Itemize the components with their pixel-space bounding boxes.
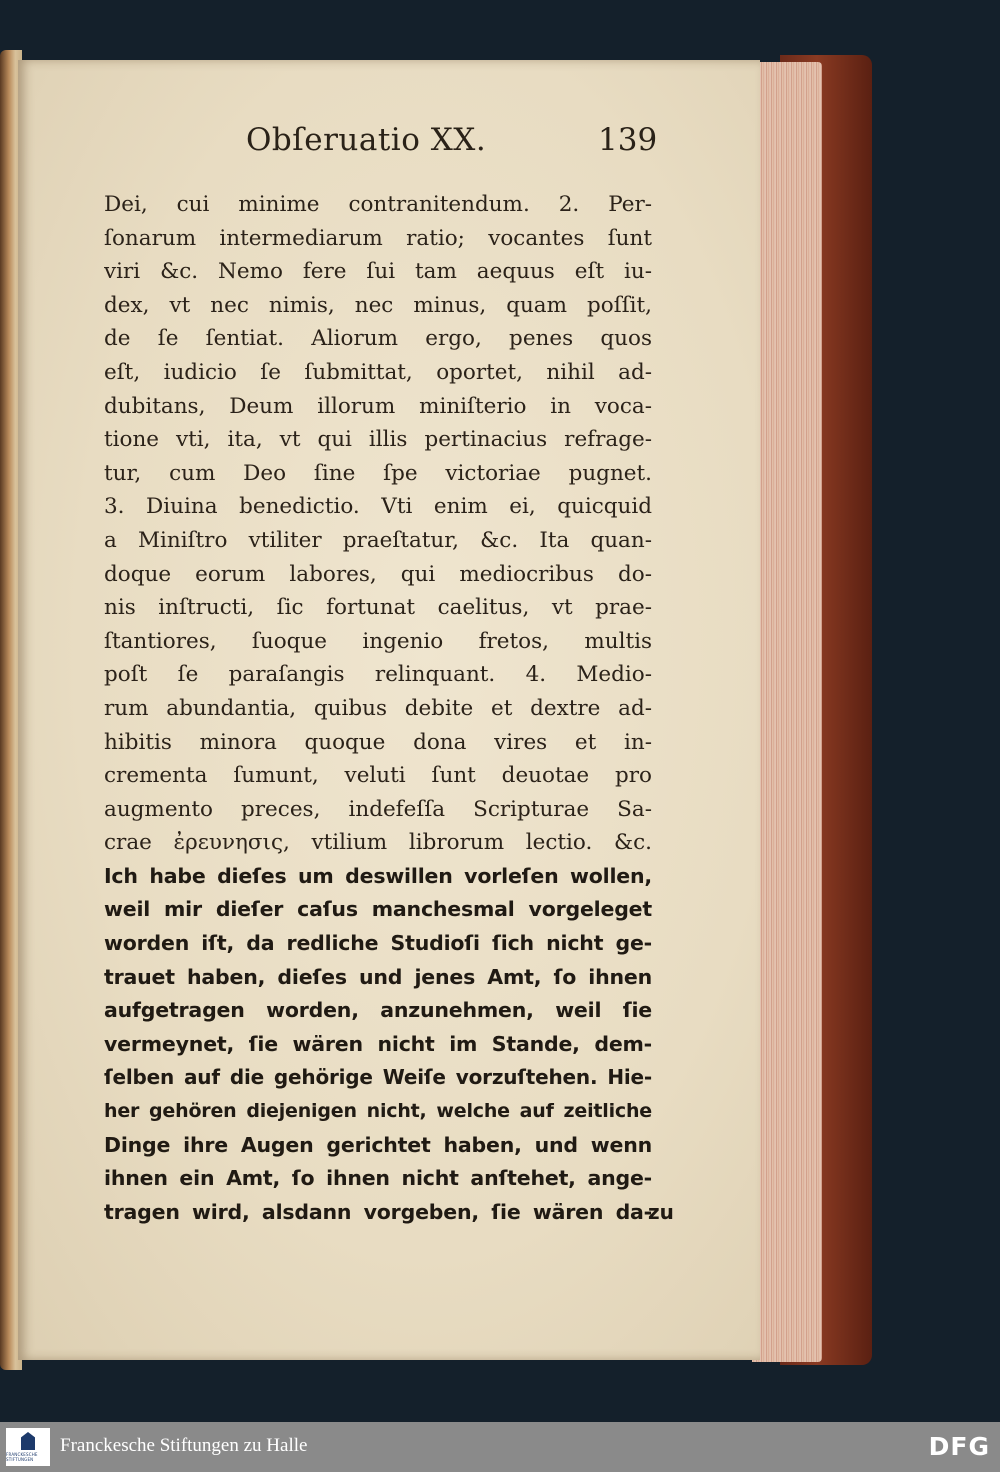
text-block <box>104 188 652 1229</box>
german-line: ihnen ein Amt, ſo ihnen nicht anſtehet, ange- <box>104 1166 652 1191</box>
latin-line: crae ἐρευνησις, vtilium librorum lectio. &c. <box>104 830 652 856</box>
building-icon <box>21 1432 35 1450</box>
german-line: aufgetragen worden, anzunehmen, weil ſie <box>104 998 652 1023</box>
german-line: her gehören diejenigen nicht, welche auf zeitliche <box>104 1100 652 1123</box>
latin-line: ſtantiores, ſuoque ingenio fretos, multis <box>104 628 652 654</box>
latin-line: ſonarum intermediarum ratio; vocantes ſunt <box>104 225 652 251</box>
latin-line: nis inſtructi, ſic fortunat caelitus, vt prae- <box>104 595 652 621</box>
running-title: Obſeruatio XX. <box>246 122 487 158</box>
latin-line: tione vti, ita, vt qui illis pertinacius refrage- <box>104 427 652 453</box>
latin-line: doque eorum labores, qui mediocribus do- <box>104 561 652 587</box>
latin-line: dex, vt nec nimis, nec minus, quam poſſit, <box>104 292 652 318</box>
latin-line: rum abundantia, quibus debite et dextre ad- <box>104 695 652 721</box>
latin-line: 3. Diuina benedictio. Vti enim ei, quicquid <box>104 494 652 520</box>
institution-name: Franckesche Stiftungen zu Halle <box>60 1435 308 1456</box>
german-line: weil mir dieſer caſus manchesmal vorgeleget <box>104 897 652 922</box>
latin-line: hibitis minora quoque dona vires et in- <box>104 729 652 755</box>
catchword: zu <box>648 1200 674 1224</box>
latin-line: dubitans, Deum illorum miniſterio in voca- <box>104 393 652 419</box>
latin-line: augmento preces, indefeſſa Scripturae Sa- <box>104 796 652 822</box>
latin-line: a Miniſtro vtiliter praeſtatur, &c. Ita quan- <box>104 527 652 553</box>
franckesche-stiftungen-logo[interactable] <box>6 1428 50 1466</box>
logo-text: FRANCKESCHE STIFTUNGEN <box>6 1452 38 1462</box>
latin-line: Dei, cui minime contranitendum. 2. Per- <box>104 192 652 217</box>
german-line: Ich habe dieſes um deswillen vorleſen wollen, <box>104 863 652 888</box>
german-line: Dinge ihre Augen gerichtet haben, und wenn <box>104 1132 652 1157</box>
german-line: tragen wird, alsdann vorgeben, ſie wären da- <box>104 1199 652 1224</box>
german-line: trauet haben, dieſes und jenes Amt, ſo ihnen <box>104 964 652 989</box>
latin-line: de ſe ſentiat. Aliorum ergo, penes quos <box>104 326 652 352</box>
latin-line: crementa ſumunt, veluti ſunt deuotae pro <box>104 763 652 789</box>
book-page <box>18 60 760 1360</box>
german-line: ſelben auf die gehörige Weiſe vorzuſtehen. Hie- <box>104 1065 652 1090</box>
running-head <box>18 122 760 162</box>
latin-line: viri &c. Nemo fere ſui tam aequus eſt iu- <box>104 259 652 285</box>
latin-line: eſt, iudicio ſe ſubmittat, oportet, nihil ad- <box>104 359 652 385</box>
page-fore-edge <box>752 62 822 1362</box>
latin-line: tur, cum Deo ſine ſpe victoriae pugnet. <box>104 460 652 486</box>
page-number: 139 <box>598 122 658 158</box>
german-line: worden iſt, da redliche Studioſi ſich nicht ge- <box>104 931 652 956</box>
viewer-footer <box>0 1422 1000 1472</box>
german-line: vermeynet, ſie wären nicht im Stande, dem- <box>104 1031 652 1056</box>
dfg-logo[interactable]: DFG <box>928 1432 990 1461</box>
latin-line: poſt ſe paraſangis relinquant. 4. Medio- <box>104 662 652 688</box>
